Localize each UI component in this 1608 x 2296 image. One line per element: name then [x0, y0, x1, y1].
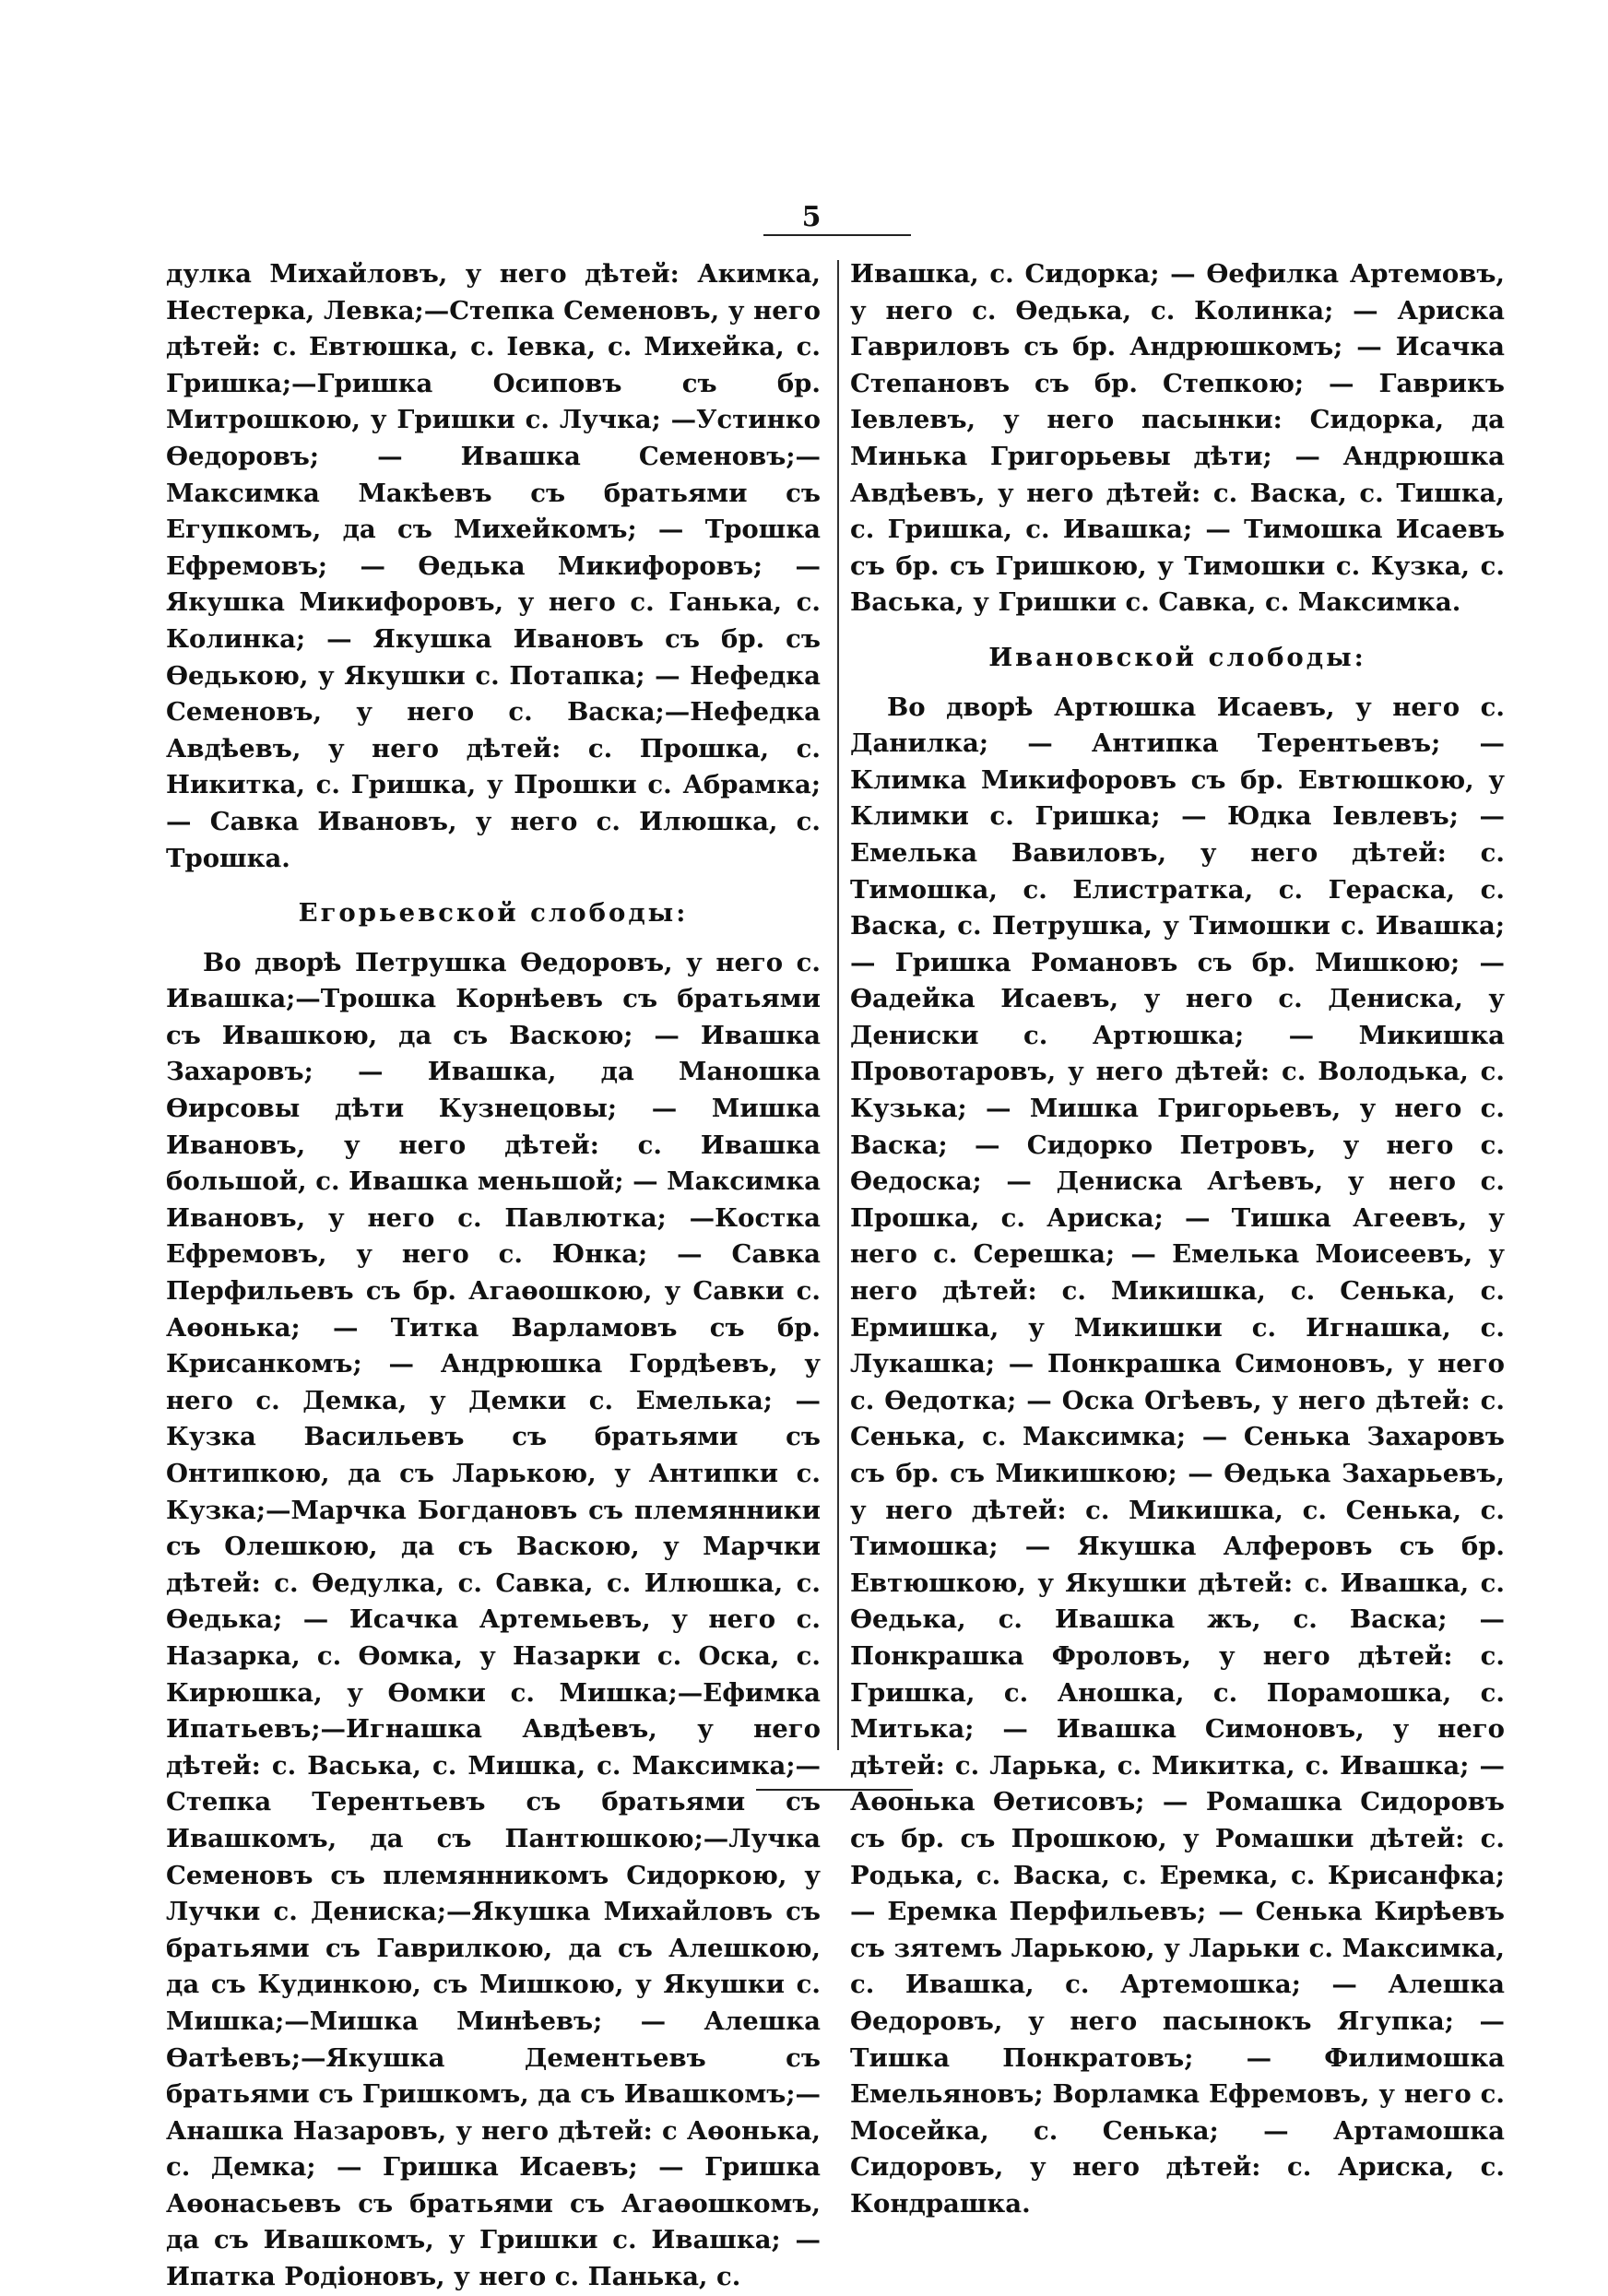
header-rule: [763, 234, 911, 236]
column-divider: [837, 260, 839, 1750]
page-number: 5: [801, 201, 822, 233]
right-paragraph-1: Ивашка, с. Сидорка; — Өефилка Артемовъ, у него с. Өедька, с. Колинка; — Ариска Гавриловъ съ бр. Андрюшкомъ; — Исачка Степановъ съ бр. Степкою; — Гаврикъ Іевлевъ, у него пасынки: Сидорка, да Минька Григорьевы дѣти; — Андрюшка Авдѣевъ, у него дѣтей: с. Васка, с. Тишка, с. Гришка, с. Ивашка; — Тимошка Исаевъ съ бр. съ Гришкою, у Тимошки с. Кузка, с. Васька, у Гришки с. Савка, с. Максимка.: [850, 259, 1505, 618]
right-column: [850, 256, 1505, 2222]
left-paragraph-1: дулка Михайловъ, у него дѣтей: Акимка, Нестерка, Левка;—Степка Семеновъ, у него дѣтей: с. Евтюшка, с. Іевка, с. Михейка, с. Гришка;—Гришка Осиповъ съ бр. Митрошкою, у Гришки с. Лучка; —Устинко Өедоровъ; — Ивашка Семеновъ;—Максимка Макѣевъ съ братьями съ Егупкомъ, да съ Михейкомъ; — Трошка Ефремовъ; — Өедька Микифоровъ; — Якушка Микифоровъ, у него с. Ганька, с. Колинка; — Якушка Ивановъ съ бр. съ Өедькою, у Якушки с. Потапка; — Нефедка Семеновъ, у него с. Васка;—Нефедка Авдѣевъ, у него дѣтей: с. Прошка, с. Никитка, с. Гришка, у Прошки с. Абрамка; — Савка Ивановъ, у него с. Илюшка, с. Трошка.: [166, 259, 821, 873]
footer-rule: [756, 1789, 913, 1791]
left-column: [166, 256, 821, 2296]
right-paragraph-2: Во дворѣ Артюшка Исаевъ, у него с. Данилка; — Антипка Терентьевъ; — Климка Микифоровъ съ бр. Евтюшкою, у Климки с. Гришка; — Юдка Іевлевъ; — Емелька Вавиловъ, у него дѣтей: с. Тимошка, с. Елистратка, с. Гераска, с. Васка, с. Петрушка, у Тимошки с. Ивашка; — Гришка Романовъ съ бр. Мишкою; — Өадейка Исаевъ, у него с. Дениска, у Дениски с. Артюшка; — Микишка Провотаровъ, у него дѣтей: с. Володька, с. Кузька; — Мишка Григорьевъ, у него с. Васка; — Сидорко Петровъ, у него с. Өедоска; — Дениска Агѣевъ, у него с. Прошка, с. Ариска; — Тишка Агеевъ, у него с. Серешка; — Емелька Моисеевъ, у него дѣтей: с. Микишка, с. Сенька, с. Ермишка, у Микишки с. Игнашка, с. Лукашка; — Понкрашка Симоновъ, у него с. Өедотка; — Оска Огѣевъ, у него дѣтей: с. Сенька, с. Максимка; — Сенька Захаровъ съ бр. съ Микишкою; — Өедька Захарьевъ, у него дѣтей: с. Микишка, с. Сенька, с. Тимошка; — Якушка Алферовъ съ бр. Евтюшкою, у Якушки дѣтей: с. Ивашка, с. Өедька, с. Ивашка жъ, с. Васка; — Понкрашка Фроловъ, у него дѣтей: с. Гришка, с. Аношка, с. Порамошка, с. Митька; — Ивашка Симоновъ, у него дѣтей: с. Ларька, с. Микитка, с. Ивашка; — Аөонька Өетисовъ; — Ромашка Сидоровъ съ бр. съ Прошкою, у Ромашки дѣтей: с. Родька, с. Васка, с. Еремка, с. Крисанфка; — Еремка Перфильевъ; — Сенька Кирѣевъ съ зятемъ Ларькою, у Ларьки с. Максимка, с. Ивашка, с. Артемошка; — Алешка Өедоровъ, у него пасынокъ Ягупка; — Тишка Понкратовъ; — Филимошка Емельяновъ; Ворламка Ефремовъ, у него с. Мосейка, с. Сенька; — Артамошка Сидоровъ, у него дѣтей: с. Ариска, с. Кондрашка.: [850, 692, 1505, 2219]
left-paragraph-2: Во дворѣ Петрушка Өедоровъ, у него с. Ивашка;—Трошка Корнѣевъ съ братьями съ Ивашкою, да съ Васкою; — Ивашка Захаровъ; — Ивашка, да Маношка Өирсовы дѣти Кузнецовы; — Мишка Ивановъ, у него дѣтей: с. Ивашка большой, с. Ивашка меньшой; — Максимка Ивановъ, у него с. Павлютка; —Костка Ефремовъ, у него с. Юнка; — Савка Перфильевъ съ бр. Агаөошкою, у Савки с. Аөонька; — Титка Варламовъ съ бр. Крисанкомъ; — Андрюшка Гордѣевъ, у него с. Демка, у Демки с. Емелька; — Кузка Васильевъ съ братьями съ Онтипкою, да съ Ларькою, у Антипки с. Кузка;—Марчка Богдановъ съ племянники съ Олешкою, да съ Васкою, у Марчки дѣтей: с. Өедулка, с. Савка, с. Илюшка, с. Өедька; — Исачка Артемьевъ, у него с. Назарка, с. Өомка, у Назарки с. Оска, с. Кирюшка, у Өомки с. Мишка;—Ефимка Ипатьевъ;—Игнашка Авдѣевъ, у него дѣтей: с. Васька, с. Мишка, с. Максимка;—Степка Терентьевъ съ братьями съ Ивашкомъ, да съ Пантюшкою;—Лучка Семеновъ съ племянникомъ Сидоркою, у Лучки с. Дениска;—Якушка Михайловъ съ братьями съ Гаврилкою, да съ Алешкою, да съ Кудинкою, съ Мишкою, у Якушки с. Мишка;—Мишка Минѣевъ; — Алешка Өатѣевъ;—Якушка Дементьевъ съ братьями съ Гришкомъ, да съ Ивашкомъ;—Анашка Назаровъ, у него дѣтей: с Аөонька, с. Демка; — Гришка Исаевъ; — Гришка Аөонасьевъ съ братьями съ Агаөошкомъ, да съ Ивашкомъ, у Гришки с. Ивашка; — Ипатка Родіоновъ, у него с. Панька, с.: [166, 947, 821, 2292]
heading-egorievskoy-sloboda: Егорьевской слободы:: [298, 898, 689, 929]
heading-ivanovskoy-sloboda: Ивановской слободы:: [988, 642, 1366, 672]
